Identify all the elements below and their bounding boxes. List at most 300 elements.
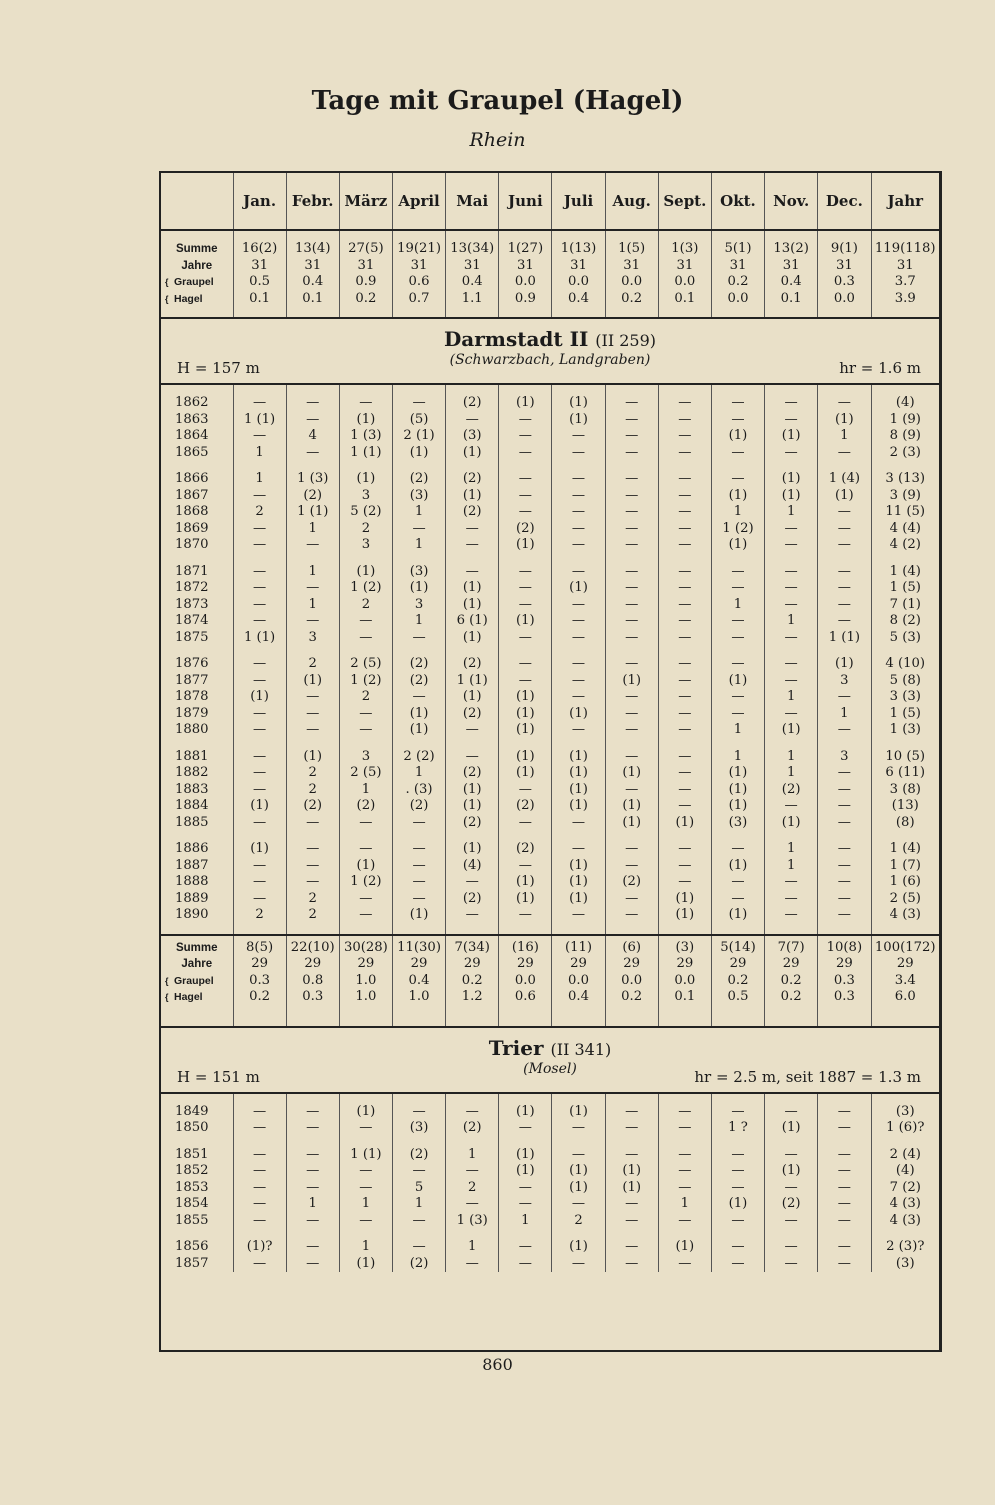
value-cell: (1) [446,580,499,597]
spacer-cell [392,1006,445,1027]
value-cell: — [605,580,658,597]
summary-value: 0.4 [552,989,605,1006]
spacer-cell [765,1093,818,1104]
value-cell: — [818,1104,871,1121]
spacer-cell [339,1137,392,1147]
value-cell: — [499,445,552,462]
value-cell: 3 [818,749,871,766]
value-cell: (1) [446,445,499,462]
value-cell: 3 (8) [871,782,939,799]
spacer-cell [765,1006,818,1027]
spacer-cell [871,739,939,749]
value-cell: — [818,841,871,858]
station-height: H = 157 m [177,359,260,377]
value-cell: — [658,630,711,647]
summary-value: 0.3 [818,989,871,1006]
summary-value: 29 [392,956,445,973]
spacer-cell [233,1137,286,1147]
value-cell: — [552,537,605,554]
value-cell: 6 (1) [446,613,499,630]
value-cell: — [711,412,764,429]
table-row-year [161,1163,939,1180]
value-cell: 1 [818,428,871,445]
value-cell: — [233,765,286,782]
value-cell: 1 (2) [339,874,392,891]
value-cell: 2 [552,1213,605,1230]
value-cell: — [605,504,658,521]
mittel-label-hagel [161,291,233,308]
spacer-cell [818,554,871,564]
value-cell: — [605,1147,658,1164]
value-cell: (2) [446,504,499,521]
value-cell: — [765,521,818,538]
station-code: (II 259) [595,331,657,350]
value-cell: — [499,412,552,429]
table-header-row [161,173,939,230]
summary-value: 6.0 [871,989,939,1006]
summary-row-summe [161,935,939,957]
value-cell: (2) [446,656,499,673]
summary-value: 11(30) [392,935,445,957]
spacer-cell [765,1137,818,1147]
year-cell: 1884 [175,798,209,813]
value-cell: (4) [871,1163,939,1180]
value-cell: — [605,706,658,723]
value-cell: (1) [711,765,764,782]
spacer-cell [499,1093,552,1104]
value-cell: (1) [499,1104,552,1121]
row-spacer [161,384,939,395]
value-cell: (1) [765,815,818,832]
value-cell: 5 [392,1180,445,1197]
spacer-cell [658,384,711,395]
value-cell: — [446,1196,499,1213]
value-cell: — [765,1104,818,1121]
value-cell: 1 (5) [871,580,939,597]
year-cell: 1889 [175,890,209,906]
value-cell: — [818,858,871,875]
table-row-year [161,445,939,462]
value-cell: — [658,1256,711,1273]
value-cell: 1 [286,521,339,538]
summary-value: 0.1 [286,291,339,308]
summary-label-hagel: Hagel [174,292,203,305]
value-cell: (1) [446,597,499,614]
value-cell: (1) [605,1180,658,1197]
value-cell: (2) [446,471,499,488]
summary-value: 0.0 [499,274,552,291]
value-cell: 1 (3) [339,428,392,445]
table-row-year [161,722,939,739]
value-cell: 2 [233,907,286,924]
summary-value: 31 [871,258,939,275]
mittel-label: { [165,277,169,287]
summary-label-graupel: Graupel [174,974,214,987]
spacer-cell [658,230,711,241]
value-cell: 1 [392,765,445,782]
value-cell: — [552,613,605,630]
value-cell: — [339,1180,392,1197]
spacer-cell [711,461,764,471]
summary-value: 1(5) [605,241,658,258]
summary-value: 7(34) [446,935,499,957]
spacer-cell [392,384,445,395]
summary-value: 3.9 [871,291,939,308]
value-cell: 1 [286,1196,339,1213]
month-header: Dec. [818,173,871,230]
value-cell: 1 (1) [286,504,339,521]
station-name [161,327,939,351]
value-cell: — [658,521,711,538]
value-cell: — [499,597,552,614]
value-cell: — [818,445,871,462]
value-cell: (2) [446,765,499,782]
table-row-year [161,782,939,799]
spacer-cell [552,384,605,395]
value-cell: — [765,580,818,597]
year-cell: 1856 [175,1239,209,1254]
month-header: Aug. [605,173,658,230]
value-cell: (2) [446,891,499,908]
year-cell: 1863 [175,411,209,427]
spacer-cell [605,739,658,749]
spacer-cell [818,461,871,471]
value-cell: 3 (9) [871,488,939,505]
summary-value: 1.0 [392,989,445,1006]
spacer-cell [605,554,658,564]
value-cell: 1 [286,564,339,581]
value-cell: — [658,412,711,429]
value-cell: — [446,722,499,739]
value-cell: — [233,1213,286,1230]
spacer-cell [818,1093,871,1104]
summary-value: 0.3 [286,989,339,1006]
value-cell: 1 ? [711,1120,764,1137]
value-cell: — [339,1213,392,1230]
value-cell: (2) [605,874,658,891]
spacer-cell [446,831,499,841]
value-cell: — [818,1163,871,1180]
value-cell: — [499,1196,552,1213]
summary-value: 27(5) [339,241,392,258]
value-cell: 1 [765,765,818,782]
spacer-cell [499,307,552,318]
spacer-cell [711,739,764,749]
value-cell: — [446,1104,499,1121]
value-cell: (1) [499,613,552,630]
value-cell: — [392,815,445,832]
value-cell: (2) [446,395,499,412]
value-cell: (3) [392,564,445,581]
value-cell: (1) [711,488,764,505]
value-cell: (3) [392,488,445,505]
spacer-cell [499,924,552,935]
value-cell: (4) [871,395,939,412]
value-cell: 2 [339,521,392,538]
value-cell: — [233,673,286,690]
summary-value: 0.0 [605,274,658,291]
spacer-cell [818,1229,871,1239]
value-cell: 3 (3) [871,689,939,706]
table-row-year [161,395,939,412]
spacer-cell [446,739,499,749]
value-cell: — [658,798,711,815]
value-cell: (1) [605,765,658,782]
value-cell: (1) [499,395,552,412]
value-cell: 11 (5) [871,504,939,521]
year-cell: 1882 [175,765,209,780]
summary-value: 0.0 [552,973,605,990]
value-cell: — [233,537,286,554]
value-cell: (1) [765,488,818,505]
value-cell: — [392,395,445,412]
value-cell: 1 (3) [286,471,339,488]
station-header-cell [161,1027,939,1093]
summary-value: 0.0 [605,973,658,990]
value-cell: — [818,815,871,832]
spacer-cell [446,307,499,318]
summary-value: 31 [765,258,818,275]
table-row-year [161,874,939,891]
value-cell: — [765,395,818,412]
value-cell: — [605,891,658,908]
value-cell: — [765,1213,818,1230]
spacer-cell [339,384,392,395]
value-cell: — [658,656,711,673]
value-cell: 1 [765,858,818,875]
value-cell: — [286,815,339,832]
summary-value: 0.2 [233,989,286,1006]
value-cell: 1 [339,1196,392,1213]
spacer-cell [499,739,552,749]
value-cell: 1 (1) [446,673,499,690]
value-cell: — [818,1196,871,1213]
value-cell: — [392,1163,445,1180]
spacer-cell [711,831,764,841]
value-cell: (2) [392,673,445,690]
spacer-cell [818,307,871,318]
year-cell: 1885 [175,814,209,830]
value-cell: 8 (9) [871,428,939,445]
value-cell: — [233,874,286,891]
station-header-trier [161,1027,939,1093]
row-spacer [161,461,939,471]
value-cell: (1) [446,630,499,647]
value-cell: — [658,874,711,891]
spacer-cell [711,1137,764,1147]
year-cell: 1857 [175,1255,209,1271]
spacer-cell [286,646,339,656]
value-cell: (1) [605,1163,658,1180]
value-cell: (1) [711,858,764,875]
station-header-cell [161,318,939,384]
summary-value: 0.4 [446,274,499,291]
value-cell: (1) [446,798,499,815]
spacer-cell [446,1229,499,1239]
value-cell: — [605,1196,658,1213]
summary-value: 0.2 [711,973,764,990]
year-cell: 1852 [175,1163,209,1178]
value-cell: (1) [711,782,764,799]
value-cell: — [658,564,711,581]
year-cell: 1880 [175,722,209,737]
value-cell: — [233,858,286,875]
value-cell: — [765,874,818,891]
value-cell: (2) [286,798,339,815]
summary-value: 0.6 [392,274,445,291]
table-row-year [161,798,939,815]
value-cell: — [818,580,871,597]
table-row-year [161,504,939,521]
spacer-cell [161,384,233,395]
value-cell: (1) [499,749,552,766]
value-cell: — [499,782,552,799]
value-cell: — [818,597,871,614]
value-cell: (2) [286,488,339,505]
spacer-cell [286,461,339,471]
value-cell: (1) [765,722,818,739]
spacer-cell [233,1229,286,1239]
value-cell: (1) [339,1256,392,1273]
spacer-cell [446,384,499,395]
row-spacer [161,307,939,318]
value-cell: 2 [286,782,339,799]
summary-value: (16) [499,935,552,957]
spacer-cell [552,554,605,564]
value-cell: — [818,537,871,554]
value-cell: — [818,798,871,815]
value-cell: 8 (2) [871,613,939,630]
value-cell: — [233,580,286,597]
value-cell: — [605,445,658,462]
spacer-cell [552,831,605,841]
row-spacer [161,739,939,749]
value-cell: — [392,521,445,538]
value-cell: 2 (4) [871,1147,939,1164]
value-cell: (1) [818,412,871,429]
value-cell: (1) [711,428,764,445]
value-cell: (2) [446,1120,499,1137]
summary-value: 0.1 [658,291,711,308]
spacer-cell [711,1006,764,1027]
value-cell: — [818,1180,871,1197]
summary-value: 0.5 [233,274,286,291]
spacer-cell [286,739,339,749]
table-row-year [161,706,939,723]
summary-value: 0.2 [765,989,818,1006]
data-table-frame [159,171,942,1352]
year-cell: 1875 [175,629,209,645]
value-cell: (1) [499,1147,552,1164]
summary-value: 1.1 [446,291,499,308]
value-cell: — [605,412,658,429]
year-cell: 1883 [175,781,209,797]
value-cell: — [499,564,552,581]
row-spacer [161,924,939,935]
spacer-cell [161,831,233,841]
summary-value: 0.3 [818,274,871,291]
value-cell: 5 (3) [871,630,939,647]
value-cell: — [605,537,658,554]
value-cell: (1) [818,656,871,673]
row-spacer [161,230,939,241]
summary-value: 29 [339,956,392,973]
value-cell: 1 (9) [871,412,939,429]
summary-row-jahre [161,258,939,275]
summary-value: (11) [552,935,605,957]
value-cell: (1) [765,1163,818,1180]
spacer-cell [392,307,445,318]
value-cell: (1) [499,765,552,782]
spacer-cell [818,1006,871,1027]
summary-value: 3.4 [871,973,939,990]
table-row-year [161,412,939,429]
spacer-cell [818,924,871,935]
spacer-cell [233,230,286,241]
summary-value: 29 [658,956,711,973]
value-cell: 2 [233,504,286,521]
spacer-cell [552,461,605,471]
value-cell: — [339,706,392,723]
spacer-cell [446,1006,499,1027]
value-cell: (2) [392,656,445,673]
value-cell: — [658,765,711,782]
spacer-cell [446,1137,499,1147]
value-cell: — [552,597,605,614]
value-cell: — [605,613,658,630]
value-cell: (1) [286,749,339,766]
spacer-cell [552,1093,605,1104]
summary-value: 0.2 [711,274,764,291]
row-spacer [161,1137,939,1147]
row-spacer [161,831,939,841]
summary-value: 31 [552,258,605,275]
value-cell: — [818,395,871,412]
value-cell: 1 [392,504,445,521]
value-cell: — [286,613,339,630]
value-cell: — [499,815,552,832]
spacer-cell [161,1137,233,1147]
value-cell: — [552,428,605,445]
summary-value: 16(2) [233,241,286,258]
value-cell: (1) [499,874,552,891]
summary-label-summe: Summe [175,243,218,255]
spacer-cell [765,384,818,395]
month-header: Febr. [286,173,339,230]
value-cell: — [552,630,605,647]
spacer-cell [233,461,286,471]
spacer-cell [446,646,499,656]
value-cell: — [552,689,605,706]
value-cell: (1) [552,749,605,766]
summary-value: 0.9 [339,274,392,291]
value-cell: 1 [658,1196,711,1213]
spacer-cell [552,739,605,749]
spacer-cell [392,1093,445,1104]
summary-row-jahre [161,956,939,973]
spacer-cell [233,384,286,395]
value-cell: (1) [711,1196,764,1213]
header-corner [161,173,233,230]
value-cell: — [765,412,818,429]
value-cell: (2) [499,521,552,538]
spacer-cell [286,307,339,318]
value-cell: 1 [765,689,818,706]
value-cell: (1) [552,765,605,782]
value-cell: (2) [765,1196,818,1213]
spacer-cell [871,1006,939,1027]
spacer-cell [339,739,392,749]
